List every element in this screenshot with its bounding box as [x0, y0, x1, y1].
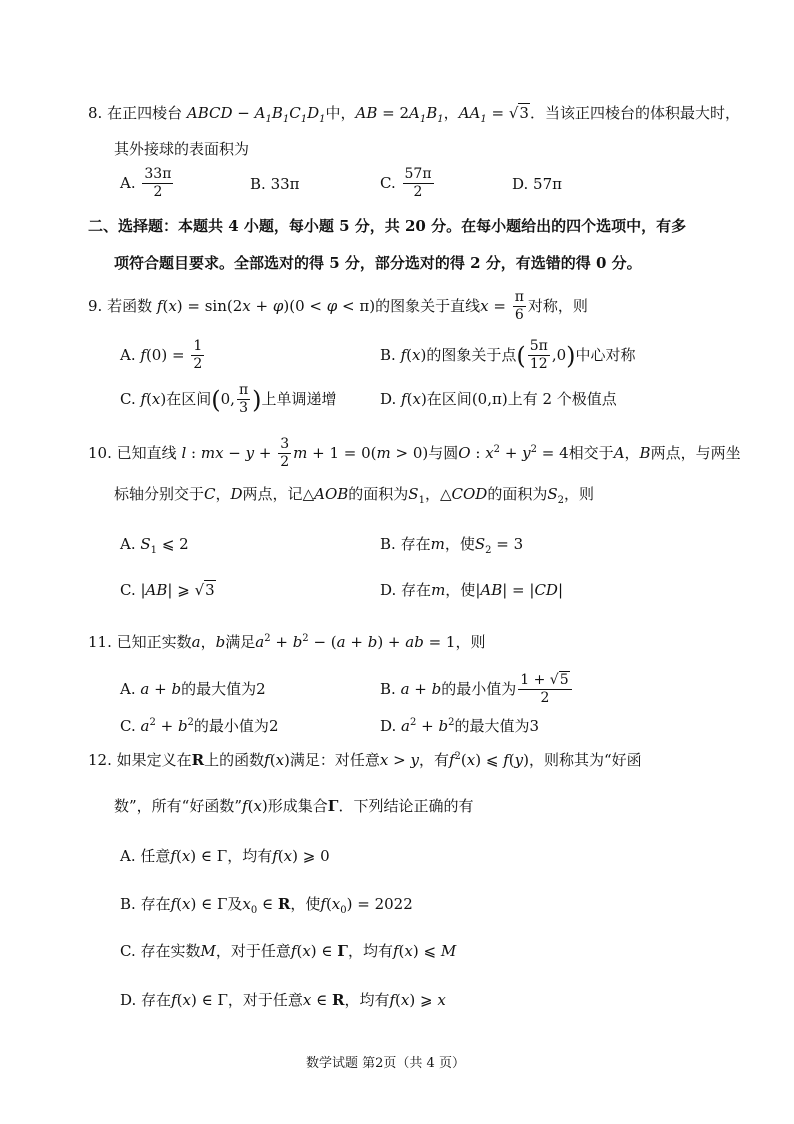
- q10-option-d[interactable]: D. 存在m，使|AB| = |CD|: [380, 581, 564, 599]
- q8-stem-2: 中，: [325, 104, 356, 122]
- q10-line-equation: l: [181, 443, 187, 462]
- q9-number: 9.: [88, 296, 103, 315]
- q9-option-c-fraction: $\frac{\pi}{3}$: [238, 382, 249, 417]
- q12-number: 12.: [88, 751, 112, 769]
- q9-stem-fraction: $\frac{\pi}{6}$: [514, 289, 524, 324]
- q12-inequality: f: [448, 751, 455, 769]
- q9-option-c[interactable]: C. f(x)在区间(0, $\frac{\pi}{3}$ )上单调递增: [120, 382, 337, 417]
- q8-option-a[interactable]: A. $\frac{33\pi}{2}$: [120, 166, 172, 201]
- q9-option-a[interactable]: A. f(0) = $\frac{1}{2}$: [120, 338, 203, 373]
- q12-line1: 12. 如果定义在R上的函数f(x)满足：对任意x > y，有$f^2(x)$ ⩽ f(y)，则称其为“好函: [88, 751, 642, 769]
- q10-line1: 10. 已知直线 l : mx − y + $\frac{3}{2}$ m + 1 = 0(m > 0)与圆O : $x^2 + y^2 = 4$相交于A，B两点，与两坐: [88, 436, 741, 471]
- q8-option-c-fraction: $\frac{57\pi}{2}$: [404, 166, 432, 201]
- section-2-heading-line1: 二、选择题：本题共 4 小题，每小题 5 分，共 20 分。在每小题给出的四个选项中，有多: [88, 217, 687, 235]
- q8-solid-name: ABCD − $A_1B_1C_1D_1$: [186, 104, 326, 125]
- q8-condition-1: AB: [355, 104, 378, 122]
- q9-option-b-fraction: $\frac{5\pi}{12}$: [529, 338, 548, 373]
- q11-option-c[interactable]: C. $a^2 + b^2$的最小值为2: [120, 717, 279, 735]
- q8-number: 8.: [88, 104, 103, 122]
- q10-number: 10.: [88, 443, 112, 462]
- q8-line1: 8. 在正四棱台 ABCD − $A_1B_1C_1D_1$中，AB = $2A_1B_1$，$AA_1 = √3$．当该正四棱台的体积最大时，: [88, 104, 740, 125]
- q8-option-d[interactable]: D. 57π: [512, 175, 562, 193]
- section-2-heading-line2: 项符合题目要求。全部选对的得 5 分，部分选对的得 2 分，有选错的得 0 分。: [114, 254, 642, 272]
- q12-option-b[interactable]: B. 存在f(x) ∈ Γ及$x_0$ ∈ R，使$f(x_0) = 2022$: [120, 895, 413, 916]
- q9-option-b[interactable]: B. f(x)的图象关于点( $\frac{5\pi}{12}$ ,0)中心对称: [380, 338, 636, 373]
- q8-condition-2: $AA_1$: [458, 104, 487, 125]
- q11-option-d[interactable]: D. $a^2 + b^2$的最大值为3: [380, 717, 540, 735]
- q10-option-b[interactable]: B. 存在m，使$S_2 = 3$: [380, 535, 524, 556]
- q8-stem-4: ．当该正四棱台的体积最大时，: [529, 104, 740, 122]
- q10-line2: 标轴分别交于C，D两点，记△AOB的面积为$S_1$，△COD的面积为$S_2$，则: [114, 485, 594, 506]
- q8-option-b[interactable]: B. 33π: [250, 175, 300, 193]
- q8-stem-3: ，: [443, 104, 459, 122]
- q11-number: 11.: [88, 633, 112, 651]
- q9-option-d[interactable]: D. f(x)在区间(0,π)上有 2 个极值点: [380, 390, 617, 408]
- q9-function: f: [156, 296, 163, 315]
- q12-line2: 数”，所有“好函数”f(x)形成集合Γ．下列结论正确的有: [114, 797, 474, 815]
- q11-option-a[interactable]: A. a + b的最大值为2: [120, 680, 266, 698]
- q12-option-a[interactable]: A. 任意f(x) ∈ Γ，均有f(x) ⩾ 0: [120, 847, 330, 865]
- q11-stem: 11. 已知正实数a，b满足$a^2 + b^2 - (a + b)$ + ab = 1，则: [88, 633, 486, 651]
- q9-stem: 9. 若函数 f(x) = sin(2x + φ)(0 < φ < π)的图象关于直线x = $\frac{\pi}{6}$ 对称，则: [88, 289, 588, 324]
- q10-circle-equation: O: [458, 443, 471, 462]
- q8-option-c[interactable]: C. $\frac{57\pi}{2}$: [380, 166, 432, 201]
- q12-option-c[interactable]: C. 存在实数M，对于任意f(x) ∈ Γ，均有f(x) ⩽ M: [120, 942, 457, 960]
- q8-line2: 其外接球的表面积为: [114, 140, 250, 158]
- q8-stem-1: 在正四棱台: [107, 104, 183, 122]
- q10-option-c[interactable]: C. |AB| ⩾ √3: [120, 581, 215, 599]
- q10-option-a[interactable]: A. $S_1$ ⩽ 2: [120, 535, 189, 556]
- q11-option-b-fraction: $\frac{1 + √5}{2}$: [518, 673, 571, 707]
- q9-option-a-fraction: $\frac{1}{2}$: [193, 338, 203, 373]
- q11-equation: a: [255, 633, 265, 651]
- q12-option-d[interactable]: D. 存在f(x) ∈ Γ，对于任意x ∈ R，均有f(x) ⩾ x: [120, 991, 446, 1009]
- q11-option-b[interactable]: B. a + b的最小值为 $\frac{1 + √5}{2}$: [380, 673, 574, 707]
- q8-option-a-fraction: $\frac{33\pi}{2}$: [144, 166, 172, 201]
- q10-stem-fraction: $\frac{3}{2}$: [280, 436, 290, 471]
- page-footer: 数学试题 第2页（共 4 页）: [306, 1056, 465, 1071]
